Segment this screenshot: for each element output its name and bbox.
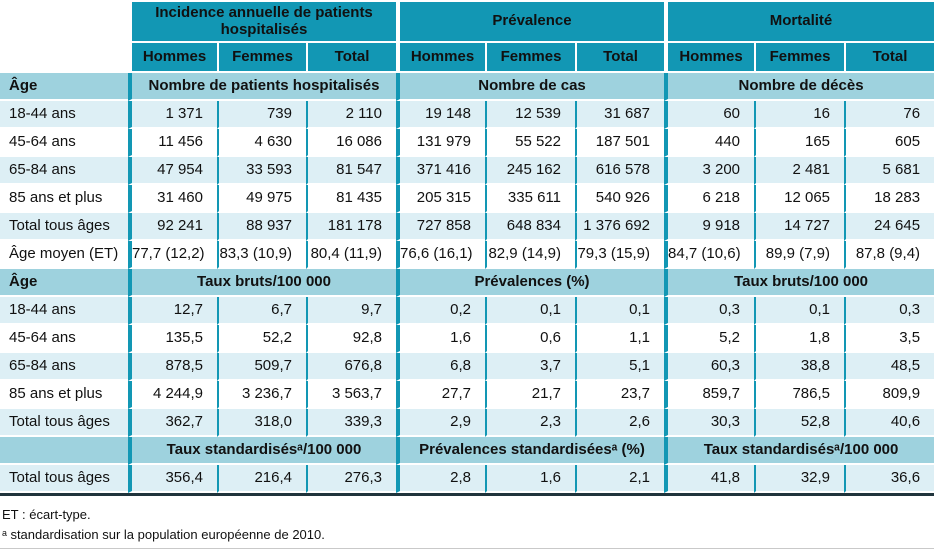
value-cell: 335 611 xyxy=(485,185,575,213)
table-bottom-rule xyxy=(0,493,934,496)
value-cell: 371 416 xyxy=(396,157,485,185)
value-cell: 5,1 xyxy=(575,353,664,381)
value-cell: 82,9 (14,9) xyxy=(485,241,575,269)
section-band-title-0-1: Nombre de cas xyxy=(396,73,664,101)
value-cell: 605 xyxy=(844,129,934,157)
value-cell: 318,0 xyxy=(217,409,306,437)
value-cell: 276,3 xyxy=(306,465,396,493)
value-cell: 83,3 (10,9) xyxy=(217,241,306,269)
value-cell: 32,9 xyxy=(754,465,844,493)
value-cell: 47 954 xyxy=(128,157,217,185)
row-label: 65-84 ans xyxy=(0,353,128,381)
value-cell: 9 918 xyxy=(664,213,754,241)
value-cell: 181 178 xyxy=(306,213,396,241)
value-cell: 739 xyxy=(217,101,306,129)
value-cell: 0,2 xyxy=(396,297,485,325)
table-row xyxy=(0,353,934,381)
value-cell: 33 593 xyxy=(217,157,306,185)
value-cell: 1 371 xyxy=(128,101,217,129)
value-cell: 88 937 xyxy=(217,213,306,241)
column-header-0-hommes: Hommes xyxy=(128,43,217,73)
column-header-1-total: Total xyxy=(575,43,664,73)
value-cell: 16 xyxy=(754,101,844,129)
column-header-0-total: Total xyxy=(306,43,396,73)
value-cell: 2,1 xyxy=(575,465,664,493)
section-band-title-2-2: Taux standardisésᵃ/100 000 xyxy=(664,437,934,465)
value-cell: 3 563,7 xyxy=(306,381,396,409)
value-cell: 3 236,7 xyxy=(217,381,306,409)
value-cell: 52,2 xyxy=(217,325,306,353)
table-body xyxy=(0,73,934,493)
value-cell: 23,7 xyxy=(575,381,664,409)
value-cell: 92 241 xyxy=(128,213,217,241)
table-row xyxy=(0,241,934,269)
row-label: 65-84 ans xyxy=(0,157,128,185)
corner-cell xyxy=(0,2,128,73)
table-row xyxy=(0,381,934,409)
value-cell: 131 979 xyxy=(396,129,485,157)
row-label: Total tous âges xyxy=(0,409,128,437)
column-header-2-femmes: Femmes xyxy=(754,43,844,73)
table-row xyxy=(0,409,934,437)
value-cell: 6 218 xyxy=(664,185,754,213)
row-label: 85 ans et plus xyxy=(0,381,128,409)
value-cell: 21,7 xyxy=(485,381,575,409)
section-band-title-1-2: Taux bruts/100 000 xyxy=(664,269,934,297)
row-label: Total tous âges xyxy=(0,213,128,241)
value-cell: 38,8 xyxy=(754,353,844,381)
column-header-1-femmes: Femmes xyxy=(485,43,575,73)
value-cell: 30,3 xyxy=(664,409,754,437)
value-cell: 0,3 xyxy=(664,297,754,325)
section-label-cell xyxy=(0,437,128,465)
value-cell: 786,5 xyxy=(754,381,844,409)
footnote-standardisation: ᵃ standardisation sur la population européenne de 2010. xyxy=(2,527,325,543)
value-cell: 79,3 (15,9) xyxy=(575,241,664,269)
value-cell: 89,9 (7,9) xyxy=(754,241,844,269)
section-label-cell: Âge xyxy=(0,73,128,101)
value-cell: 1,6 xyxy=(485,465,575,493)
value-cell: 24 645 xyxy=(844,213,934,241)
value-cell: 509,7 xyxy=(217,353,306,381)
section-band-row-1 xyxy=(0,269,934,297)
value-cell: 41,8 xyxy=(664,465,754,493)
value-cell: 205 315 xyxy=(396,185,485,213)
section-band-row-2 xyxy=(0,437,934,465)
value-cell: 2 110 xyxy=(306,101,396,129)
value-cell: 76 xyxy=(844,101,934,129)
table-row xyxy=(0,157,934,185)
value-cell: 60,3 xyxy=(664,353,754,381)
section-band-title-1-0: Taux bruts/100 000 xyxy=(128,269,396,297)
value-cell: 135,5 xyxy=(128,325,217,353)
value-cell: 540 926 xyxy=(575,185,664,213)
value-cell: 19 148 xyxy=(396,101,485,129)
value-cell: 2,6 xyxy=(575,409,664,437)
value-cell: 2,3 xyxy=(485,409,575,437)
group-header-0: Incidence annuelle de patients hospitalisés xyxy=(128,2,396,43)
value-cell: 5,2 xyxy=(664,325,754,353)
column-header-0-femmes: Femmes xyxy=(217,43,306,73)
statistics-table xyxy=(0,2,934,493)
value-cell: 0,1 xyxy=(754,297,844,325)
section-band-title-2-1: Prévalences standardiséesᵃ (%) xyxy=(396,437,664,465)
value-cell: 809,9 xyxy=(844,381,934,409)
column-header-2-total: Total xyxy=(844,43,934,73)
value-cell: 1,6 xyxy=(396,325,485,353)
value-cell: 165 xyxy=(754,129,844,157)
table-row xyxy=(0,297,934,325)
value-cell: 40,6 xyxy=(844,409,934,437)
value-cell: 27,7 xyxy=(396,381,485,409)
value-cell: 12 539 xyxy=(485,101,575,129)
table-row xyxy=(0,101,934,129)
row-label: 45-64 ans xyxy=(0,325,128,353)
value-cell: 6,8 xyxy=(396,353,485,381)
row-label: 45-64 ans xyxy=(0,129,128,157)
value-cell: 0,3 xyxy=(844,297,934,325)
value-cell: 727 858 xyxy=(396,213,485,241)
value-cell: 4 244,9 xyxy=(128,381,217,409)
value-cell: 3 200 xyxy=(664,157,754,185)
value-cell: 60 xyxy=(664,101,754,129)
value-cell: 31 687 xyxy=(575,101,664,129)
value-cell: 31 460 xyxy=(128,185,217,213)
value-cell: 878,5 xyxy=(128,353,217,381)
row-label: 18-44 ans xyxy=(0,297,128,325)
value-cell: 12,7 xyxy=(128,297,217,325)
value-cell: 187 501 xyxy=(575,129,664,157)
value-cell: 36,6 xyxy=(844,465,934,493)
value-cell: 648 834 xyxy=(485,213,575,241)
value-cell: 1,1 xyxy=(575,325,664,353)
column-header-2-hommes: Hommes xyxy=(664,43,754,73)
value-cell: 2,8 xyxy=(396,465,485,493)
value-cell: 859,7 xyxy=(664,381,754,409)
row-label: 85 ans et plus xyxy=(0,185,128,213)
value-cell: 14 727 xyxy=(754,213,844,241)
column-header-1-hommes: Hommes xyxy=(396,43,485,73)
value-cell: 616 578 xyxy=(575,157,664,185)
value-cell: 80,4 (11,9) xyxy=(306,241,396,269)
value-cell: 3,5 xyxy=(844,325,934,353)
row-label: 18-44 ans xyxy=(0,101,128,129)
value-cell: 0,6 xyxy=(485,325,575,353)
value-cell: 4 630 xyxy=(217,129,306,157)
value-cell: 18 283 xyxy=(844,185,934,213)
table-row xyxy=(0,129,934,157)
value-cell: 1 376 692 xyxy=(575,213,664,241)
group-header-1: Prévalence xyxy=(396,2,664,43)
value-cell: 16 086 xyxy=(306,129,396,157)
value-cell: 1,8 xyxy=(754,325,844,353)
section-band-title-2-0: Taux standardisésᵃ/100 000 xyxy=(128,437,396,465)
value-cell: 52,8 xyxy=(754,409,844,437)
value-cell: 12 065 xyxy=(754,185,844,213)
section-band-row-0 xyxy=(0,73,934,101)
page-bottom-rule xyxy=(0,548,934,549)
value-cell: 84,7 (10,6) xyxy=(664,241,754,269)
column-header-row xyxy=(0,43,934,73)
value-cell: 245 162 xyxy=(485,157,575,185)
row-label: Total tous âges xyxy=(0,465,128,493)
value-cell: 2,9 xyxy=(396,409,485,437)
section-band-title-0-0: Nombre de patients hospitalisés xyxy=(128,73,396,101)
value-cell: 49 975 xyxy=(217,185,306,213)
value-cell: 216,4 xyxy=(217,465,306,493)
value-cell: 356,4 xyxy=(128,465,217,493)
group-header-row xyxy=(0,2,934,43)
table-row xyxy=(0,185,934,213)
value-cell: 87,8 (9,4) xyxy=(844,241,934,269)
table-row xyxy=(0,325,934,353)
section-band-title-1-1: Prévalences (%) xyxy=(396,269,664,297)
value-cell: 440 xyxy=(664,129,754,157)
value-cell: 362,7 xyxy=(128,409,217,437)
value-cell: 6,7 xyxy=(217,297,306,325)
value-cell: 76,6 (16,1) xyxy=(396,241,485,269)
value-cell: 92,8 xyxy=(306,325,396,353)
section-label-cell: Âge xyxy=(0,269,128,297)
value-cell: 81 435 xyxy=(306,185,396,213)
section-band-title-0-2: Nombre de décès xyxy=(664,73,934,101)
value-cell: 0,1 xyxy=(575,297,664,325)
value-cell: 339,3 xyxy=(306,409,396,437)
value-cell: 11 456 xyxy=(128,129,217,157)
table-row xyxy=(0,465,934,493)
value-cell: 9,7 xyxy=(306,297,396,325)
table-row xyxy=(0,213,934,241)
table-head xyxy=(0,2,934,73)
row-label: Âge moyen (ET) xyxy=(0,241,128,269)
value-cell: 3,7 xyxy=(485,353,575,381)
value-cell: 55 522 xyxy=(485,129,575,157)
value-cell: 2 481 xyxy=(754,157,844,185)
value-cell: 77,7 (12,2) xyxy=(128,241,217,269)
footnotes xyxy=(0,505,934,545)
value-cell: 81 547 xyxy=(306,157,396,185)
value-cell: 676,8 xyxy=(306,353,396,381)
footnote-et: ET : écart-type. xyxy=(2,507,91,522)
group-header-2: Mortalité xyxy=(664,2,934,43)
value-cell: 5 681 xyxy=(844,157,934,185)
value-cell: 0,1 xyxy=(485,297,575,325)
value-cell: 48,5 xyxy=(844,353,934,381)
